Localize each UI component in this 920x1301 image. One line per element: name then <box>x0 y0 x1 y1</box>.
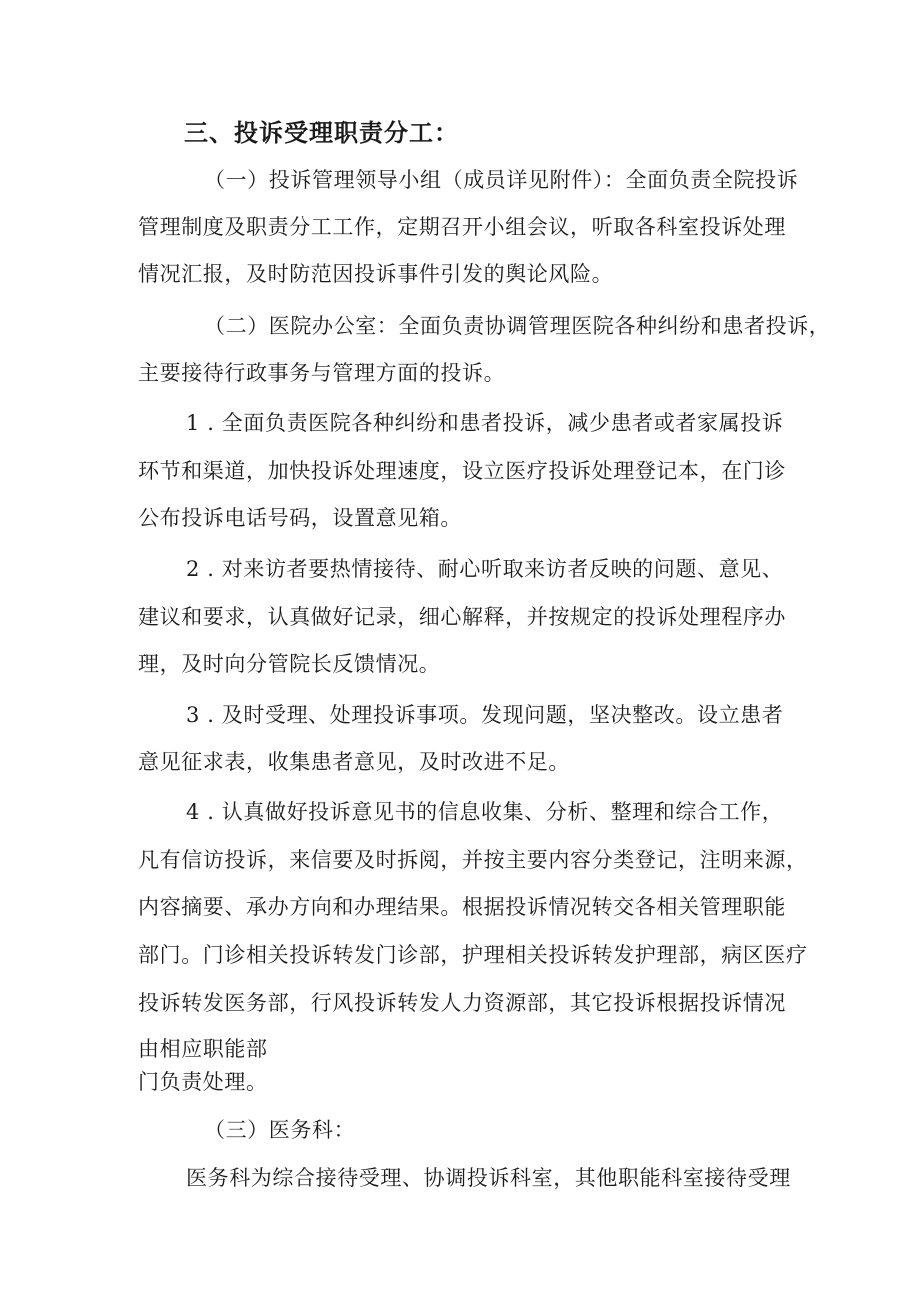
paragraph-line: （三）医务科： <box>204 1118 356 1142</box>
paragraph-line: 1 . 全面负责医院各种纠纷和患者投诉，减少患者或者家属投诉 <box>186 411 784 435</box>
paragraph-line: 投诉转发医务部，行风投诉转发人力资源部，其它投诉根据投诉情况 <box>138 991 786 1015</box>
paragraph-line: 管理制度及职责分工工作，定期召开小组会议，听取各科室投诉处理 <box>138 215 786 239</box>
paragraph-line: 4 . 认真做好投诉意见书的信息收集、分析、整理和综合工作， <box>186 800 784 824</box>
paragraph-line: 建议和要求，认真做好记录，细心解释，并按规定的投诉处理程序办 <box>138 605 786 629</box>
paragraph-line: 意见征求表，收集患者意见，及时改进不足。 <box>138 750 570 774</box>
paragraph-line: 情况汇报，及时防范因投诉事件引发的舆论风险。 <box>138 262 614 286</box>
paragraph-line: 门负责处理。 <box>138 1070 268 1094</box>
paragraph-line: 理，及时向分管院长反馈情况。 <box>138 652 441 676</box>
paragraph-line: （一）投诉管理领导小组（成员详见附件）：全面负责全院投诉 <box>204 168 799 192</box>
paragraph-line: 主要接待行政事务与管理方面的投诉。 <box>138 361 506 385</box>
paragraph-line: 部门。门诊相关投诉转发门诊部，护理相关投诉转发护理部，病区医疗 <box>138 943 808 967</box>
paragraph-line: 2 . 对来访者要热情接待、耐心听取来访者反映的问题、意见、 <box>186 557 784 581</box>
paragraph-line: （二）医院办公室：全面负责协调管理医院各种纠纷和患者投诉， <box>204 314 831 338</box>
paragraph-line: 环节和渠道，加快投诉处理速度，设立医疗投诉处理登记本，在门诊 <box>138 459 786 483</box>
paragraph-line: 公布投诉电话号码，设置意见箱。 <box>138 506 462 530</box>
paragraph-line: 医务科为综合接待受理、协调投诉科室，其他职能科室接待受理 <box>186 1166 791 1190</box>
paragraph-line: 凡有信访投诉，来信要及时拆阅，并按主要内容分类登记，注明来源， <box>138 848 808 872</box>
paragraph-line: 由相应职能部 <box>138 1037 268 1061</box>
section-heading: 三、投诉受理职责分工： <box>184 119 459 147</box>
paragraph-line: 内容摘要、承办方向和办理结果。根据投诉情况转交各相关管理职能 <box>138 895 786 919</box>
paragraph-line: 3 . 及时受理、处理投诉事项。发现问题，坚决整改。设立患者 <box>186 703 784 727</box>
